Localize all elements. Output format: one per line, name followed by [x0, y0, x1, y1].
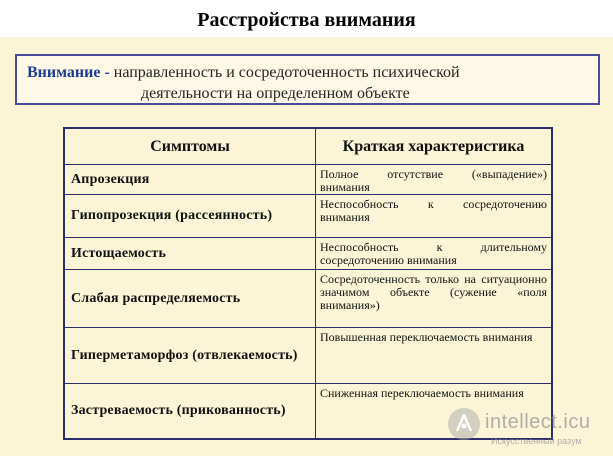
- definition-dash: -: [100, 64, 114, 81]
- symptom-description: Сниженная переключаемость внимания: [316, 384, 553, 439]
- symptom-name: Застреваемость (прикованность): [64, 384, 316, 439]
- watermark-subtext: Искусственный разум: [491, 436, 582, 446]
- watermark: [441, 405, 613, 456]
- watermark-text: intellect.icu: [485, 411, 591, 433]
- table-row: [64, 270, 552, 328]
- slide: [0, 37, 613, 456]
- definition-term: Внимание: [27, 64, 101, 81]
- symptom-name: Слабая распределяемость: [64, 270, 316, 328]
- symptom-description: Повышенная переключаемость внимания: [316, 328, 553, 384]
- definition-box: [15, 54, 600, 105]
- definition-line-2: деятельности на определенном объекте: [141, 85, 410, 102]
- header-characteristic: Краткая характеристика: [316, 128, 553, 165]
- definition-line-1: [27, 62, 588, 83]
- definition-text-1: направленность и сосредоточенность психической: [113, 64, 460, 81]
- symptom-description: Неспособность к длительному сосредоточению внимания: [316, 238, 553, 270]
- header-symptoms: Симптомы: [64, 128, 316, 165]
- symptom-description: Сосредоточенность только на ситуационно значимом объекте (сужение «поля внимания»): [316, 270, 553, 328]
- brain-logo-icon: [447, 407, 481, 441]
- symptom-name: Гиперметаморфоз (отвлекаемость): [64, 328, 316, 384]
- table-row: [64, 328, 552, 384]
- symptom-description: Неспособность к сосредоточению внимания: [316, 195, 553, 238]
- page-title: Расстройства внимания: [197, 9, 416, 31]
- symptom-name: Истощаемость: [64, 238, 316, 270]
- symptom-name: Гипопрозекция (рассеянность): [64, 195, 316, 238]
- table-row: [64, 238, 552, 270]
- symptom-name: Апрозекция: [64, 165, 316, 195]
- table-header-row: [64, 128, 552, 165]
- table-row: [64, 195, 552, 238]
- symptoms-table: [63, 127, 553, 440]
- table-row: [64, 165, 552, 195]
- symptom-description: Полное отсутствие («выпадение») внимания: [316, 165, 553, 195]
